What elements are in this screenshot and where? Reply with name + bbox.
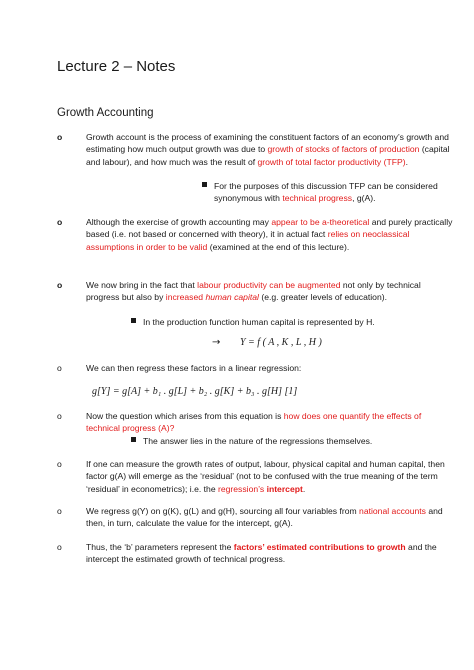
- bullet-marker: o: [57, 363, 62, 373]
- bullet-marker: o: [57, 411, 62, 421]
- bullet-text: We regress g(Y) on g(K), g(L) and g(H), sourcing all four variables from national accounts and then, in turn, calculate the value for the intercept, g(A).: [86, 506, 443, 529]
- bullet-text: Although the exercise of growth accounting may appear to be a-theoretical and purely practically based (i.e. not based or concerned with theory), it in actual fact relies on neoclassical assumptions in order to be valid (examined at the end of this lecture).: [86, 217, 453, 252]
- bullet-text: We now bring in the fact that labour productivity can be augmented not only by technical progress but also by increased human capital (e.g. greater levels of education).: [86, 280, 421, 303]
- bullet-marker: o: [57, 506, 62, 516]
- sub-bullet-text: For the purposes of this discussion TFP can be considered synonymous with technical progress, g(A).: [214, 181, 438, 204]
- bullet-text: Growth account is the process of examining the constituent factors of an economy’s growth and estimating how much output growth was due to growth of stocks of factors of production (capital and labour), and how much was the result of growth of total factor productivity (TFP).: [86, 132, 450, 167]
- bullet-marker: o: [57, 542, 62, 552]
- bullet-marker: o: [57, 132, 63, 142]
- regression-equation: g[Y] = g[A] + b₁ . g[L] + b₂ . g[K] + b₃ . g[H] [1]: [92, 386, 298, 397]
- sub-bullet-text: In the production function human capital is represented by H.: [143, 317, 375, 327]
- arrow-icon: →: [212, 337, 221, 348]
- sub-bullet-text: The answer lies in the nature of the regressions themselves.: [143, 436, 373, 446]
- section-heading: Growth Accounting: [57, 107, 154, 119]
- bullet-marker: o: [57, 217, 63, 227]
- bullet-text: If one can measure the growth rates of output, labour, physical capital and human capital, then factor g(A) will emerge as the ‘residual’ (not to be confused with the true meaning of the term ‘residual’ in econometrics); i.e. the regression’s intercept.: [86, 459, 445, 494]
- square-bullet-icon: [202, 182, 207, 187]
- bullet-text: Thus, the ‘b’ parameters represent the factors’ estimated contributions to growth and the intercept the estimated growth of technical progress.: [86, 542, 437, 565]
- bullet-text: Now the question which arises from this equation is how does one quantify the effects of technical progress (A)?: [86, 411, 422, 434]
- bullet-text: We can then regress these factors in a linear regression:: [86, 363, 302, 373]
- bullet-marker: o: [57, 459, 62, 469]
- production-function-equation: Y = f ( A , K , L , H ): [240, 337, 322, 348]
- square-bullet-icon: [131, 318, 136, 323]
- square-bullet-icon: [131, 437, 136, 442]
- bullet-marker: o: [57, 280, 63, 290]
- page-title: Lecture 2 – Notes: [57, 58, 176, 75]
